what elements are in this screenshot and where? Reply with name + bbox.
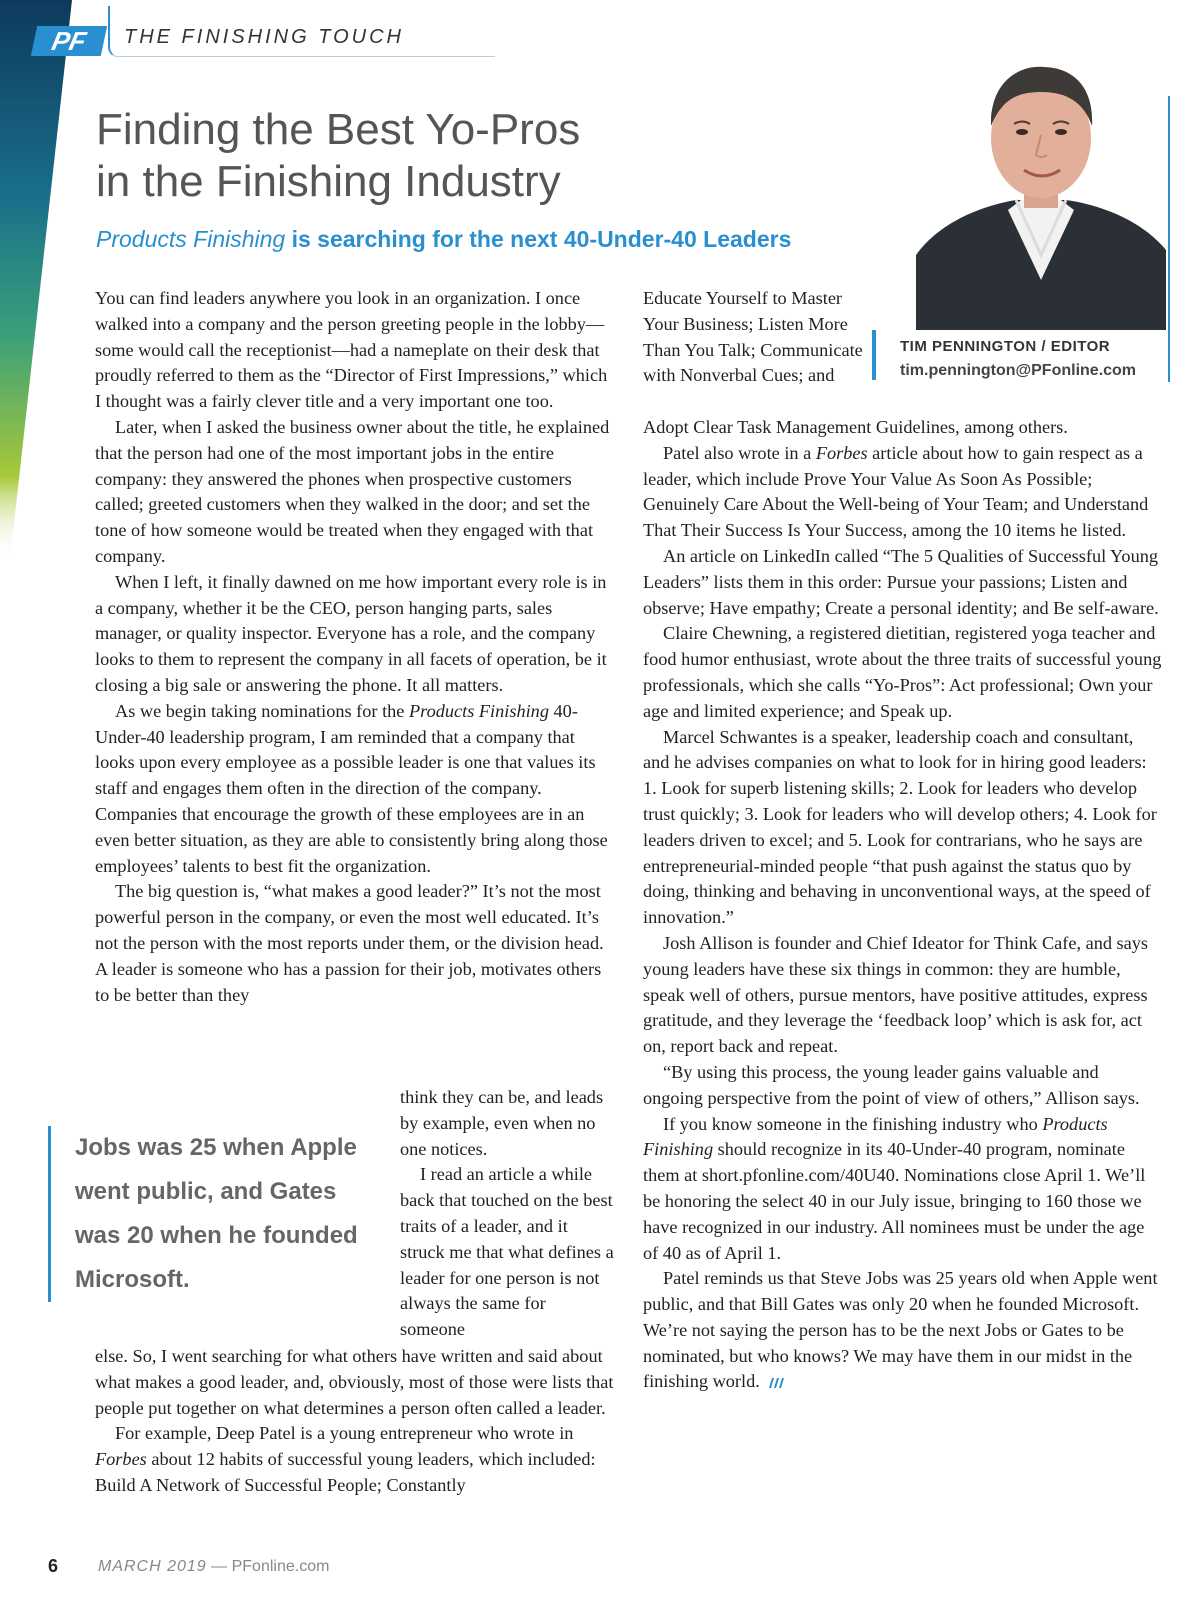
publication-name: Forbes — [815, 442, 868, 463]
paragraph — [95, 1421, 615, 1498]
end-of-article-icon — [768, 1378, 784, 1388]
paragraph: I read an article a while back that touched on the best traits of a leader, and it struck me that what defines a leader for one person is not always the same for someone — [400, 1164, 614, 1340]
paragraph-text: about 12 habits of successful young leaders, which included: Build A Network of Successful People; Constantly — [95, 1449, 596, 1495]
editor-portrait — [916, 40, 1166, 330]
body-column-1-bottom — [95, 1344, 615, 1499]
paragraph: Josh Allison is founder and Chief Ideator for Think Cafe, and says young leaders have these six things in common: they are humble, speak well of others, pursue mentors, have positive attitudes, express gratitude, and they leverage the ‘feedback loop’ which is ask for, act on, report back and repeat. — [643, 932, 1149, 1057]
paragraph-text: should recognize in its 40-Under-40 program, nominate them at short.pfonline.com/40U40. Nominations close April 1. We’ll be honoring the select 40 in our July issue, bringing to 160 those we have recognized in our industry. All nominees must be under the age of 40 as of April 1. — [643, 1139, 1146, 1263]
paragraph — [95, 699, 615, 880]
paragraph — [643, 441, 1163, 544]
paragraph: “By using this process, the young leader gains valuable and ongoing perspective from the point of view of others,” Allison says. — [643, 1061, 1140, 1108]
page-number: 6 — [48, 1556, 59, 1576]
body-column-1 — [95, 286, 615, 1008]
paragraph: Educate Yourself to Master Your Business; Listen More Than You Talk; Communicate with Nonverbal Cues; and — [643, 288, 863, 386]
headline-line-1: Finding the Best Yo-Pros — [96, 105, 581, 154]
paragraph: When I left, it finally dawned on me how important every role is in a company, whether it be the CEO, person hanging parts, sales manager, or quality inspector. Everyone has a role, and the company looks to them to represent the company in all facets of operation, be it closing a big sale or answering the phone. It all matters. — [95, 571, 607, 695]
editor-email-link[interactable]: tim.pennington@PFonline.com — [900, 362, 1137, 379]
headline-line-2: in the Finishing Industry — [96, 157, 561, 206]
left-color-band — [0, 0, 80, 560]
paragraph-text: Patel also wrote in a — [663, 442, 816, 463]
subhead-publication: Products Finishing — [96, 226, 286, 252]
body-column-2-top — [643, 286, 873, 389]
paragraph-text: As we begin taking nominations for the — [115, 700, 409, 721]
body-column-1-inset — [400, 1085, 615, 1343]
paragraph-text: For example, Deep Patel is a young entrepreneur who wrote in — [115, 1423, 574, 1444]
pf-logo[interactable]: PF — [31, 26, 107, 56]
paragraph — [643, 1266, 1163, 1395]
pull-quote: Jobs was 25 when Apple went public, and Gates was 20 when he founded Microsoft. — [48, 1126, 385, 1302]
paragraph-text: 40-Under-40 leadership program, I am reminded that a company that looks upon every employee as a possible leader is one that values its staff and engages them often in the direction of the company. Companies that encourage the growth of these employees are in an even better situation, as they are able to consistently bring along those employees’ talents to best fit the organization. — [95, 700, 608, 876]
paragraph — [643, 1112, 1163, 1267]
publication-name: Forbes — [95, 1449, 147, 1470]
issue-date: MARCH 2019 — [98, 1558, 207, 1575]
paragraph: think they can be, and leads by example, even when no one notices. — [400, 1087, 604, 1159]
paragraph: else. So, I went searching for what others have written and said about what makes a good leader, and, obviously, most of those were lists that people put together on what determines a person often called a leader. — [95, 1346, 614, 1418]
subhead-text: is searching for the next 40-Under-40 Leaders — [285, 226, 792, 252]
publication-name: Products Finishing — [408, 700, 549, 721]
section-title: THE FINISHING TOUCH — [124, 26, 404, 48]
body-column-2 — [643, 415, 1163, 1395]
footer-site-link[interactable]: PFonline.com — [231, 1558, 330, 1575]
footer-issue — [98, 1558, 329, 1576]
editor-name: TIM PENNINGTON / EDITOR — [900, 338, 1111, 355]
paragraph-text: Patel reminds us that Steve Jobs was 25 years old when Apple went public, and that Bill Gates was only 20 when he founded Microsoft. We’re not saying the person has to be the next Jobs or Gates to be nominated, but who knows? We may have them in our midst in the finishing world. — [643, 1268, 1158, 1392]
paragraph: Adopt Clear Task Management Guidelines, among others. — [643, 417, 1068, 437]
article-subhead — [96, 226, 791, 253]
paragraph: Later, when I asked the business owner about the title, he explained that the person had one of the most important jobs in the entire company: they answered the phones when prospective customers called; greeted customers when they walked in the door; and set the tone of how someone would be treated when they engaged with that company. — [95, 416, 610, 566]
paragraph-text: article about how to gain respect as a leader, which include Prove Your Value As Soon As Possible; Genuinely Care About the Well-being of Your Team; and Understand That Their Success Is Your Success, among the 10 items he listed. — [643, 442, 1149, 541]
paragraph-text: If you know someone in the finishing industry who — [663, 1113, 1043, 1134]
publication-name: Products Finishing — [643, 1113, 1108, 1160]
paragraph: Marcel Schwantes is a speaker, leadership coach and consultant, and he advises companies on what to look for in hiring good leaders: 1. Look for superb listening skills; 2. Look for leaders who develop trust quickly; 3. Look for leaders who will develop others; 4. Look for leaders driven to excel; and 5. Look for contrarians, who he says are entrepreneurial-minded people “that push against the status quo by doing, thinking and behaving in unconventional ways, at the speed of innovation.” — [643, 726, 1157, 928]
article-headline — [96, 104, 696, 208]
paragraph: You can find leaders anywhere you look in an organization. I once walked into a company and the person greeting people in the lobby—some would call the receptionist—had a nameplate on their desk that proudly referred to them as the “Director of First Impressions,” which I thought was a fairly clever title and a very important one too. — [95, 288, 608, 412]
paragraph: Claire Chewning, a registered dietitian, registered yoga teacher and food humor enthusiast, wrote about the three traits of successful young professionals, which she calls “Yo-Pros”: Act professional; Own your age and limited experience; and Speak up. — [643, 623, 1162, 721]
paragraph: An article on LinkedIn called “The 5 Qualities of Successful Young Leaders” lists them in this order: Pursue your passions; Listen and observe; Have empathy; Create a personal identity; and Be self-aware. — [643, 545, 1159, 618]
paragraph: The big question is, “what makes a good leader?” It’s not the most powerful person in the company, or even the most well educated. It’s not the person with the most reports under them, or the division head. A leader is someone who has a passion for their job, motivates others to be better than they — [95, 881, 604, 1005]
footer-separator: — — [206, 1558, 232, 1575]
